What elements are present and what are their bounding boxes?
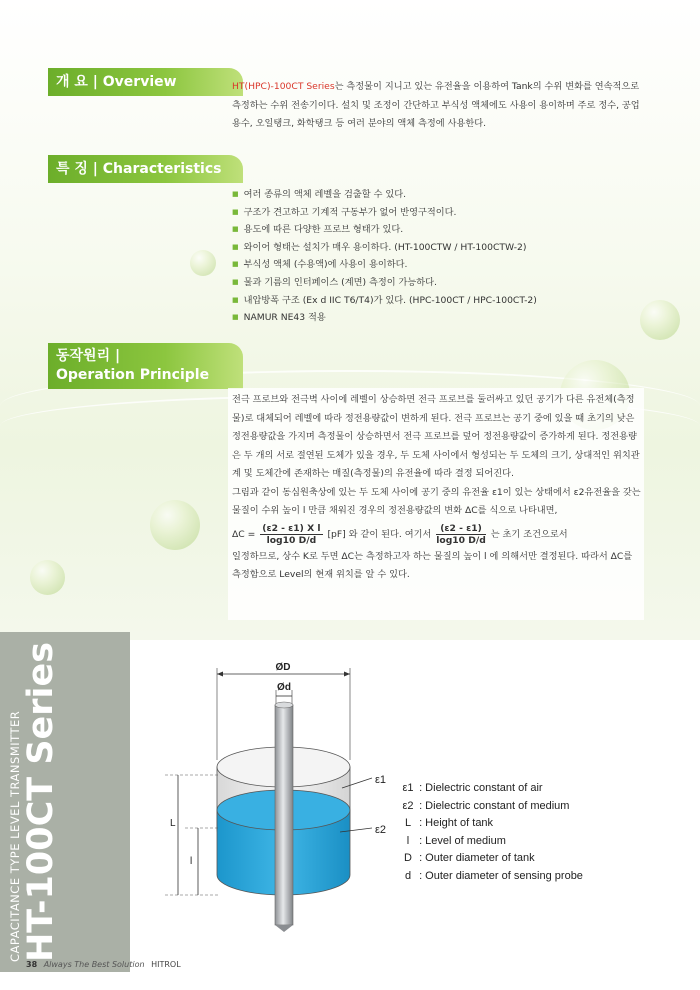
legend-desc: : Outer diameter of sensing probe: [419, 869, 583, 882]
list-item: ■ 구조가 견고하고 기계적 구동부가 없어 반영구적이다.: [232, 204, 537, 222]
legend-symbol: ε2: [402, 799, 414, 812]
label-D: ØD: [275, 662, 291, 673]
arrowhead: [344, 672, 350, 677]
overview-text: [232, 78, 642, 134]
legend-symbol: d: [404, 869, 412, 882]
label-d: Ød: [277, 682, 291, 693]
formula-line: [232, 523, 642, 546]
page-footer: [26, 960, 181, 969]
list-item: ■ 내압방폭 구조 (Ex d IIC T6/T4)가 있다. (HPC-100CT / HPC-100CT-2): [232, 292, 537, 310]
operation-tab-line1: 동작원리 |: [56, 348, 121, 364]
label-l: l: [190, 856, 193, 867]
list-item: ■ 와이어 형태는 설치가 매우 용이하다. (HT-100CTW / HT-100CTW-2): [232, 239, 537, 257]
formula-denominator-2: log10 D/d: [436, 534, 486, 546]
formula-end: 는 초기 조건으로서: [490, 528, 568, 540]
label-epsilon1: ε1: [375, 774, 387, 786]
series-sidebar: [0, 632, 130, 972]
footer-brand: HITROL: [151, 960, 181, 969]
probe-tip: [275, 925, 293, 932]
bubble-decoration: [190, 250, 216, 276]
arrowhead: [217, 672, 223, 677]
formula-lhs: ΔC =: [232, 528, 256, 540]
label-L: L: [170, 818, 176, 829]
probe-top: [275, 702, 293, 708]
bubble-decoration: [30, 560, 65, 595]
legend-symbol: L: [404, 817, 412, 829]
tank-diagram: [150, 650, 400, 950]
overview-body: 는 측정물이 지니고 있는 유전율을 이용하여 Tank의 수위 변화를 연속적으로 측정하는 수위 전송기이다. 설치 및 조정이 간단하고 부식성 액체에도 사용이 용이하며 주로 정수, 공업용수, 오일탱크, 화학탱크 등 여러 분야의 액체 측정에 사용한다.: [232, 81, 640, 129]
symbol-legend: [400, 780, 583, 885]
product-name-highlight: HT(HPC)-100CT Series: [232, 81, 335, 92]
formula-mid: [pF] 와 같이 된다. 여기서: [327, 528, 432, 540]
list-item: ■ 용도에 따른 다양한 프로브 형태가 있다.: [232, 221, 537, 239]
formula-fraction-1: [260, 523, 322, 546]
formula-numerator-2: (ε2 - ε1): [436, 523, 486, 535]
legend-desc: : Level of medium: [419, 834, 506, 847]
sensing-probe: [275, 705, 293, 925]
operation-tab-line2: Operation Principle: [56, 367, 210, 383]
overview-tab: 개 요 | Overview: [48, 68, 243, 96]
bubble-decoration: [150, 500, 200, 550]
list-item: ■ 여러 종류의 액체 레벨을 검출할 수 있다.: [232, 186, 537, 204]
legend-desc: : Height of tank: [419, 817, 494, 829]
legend-desc: : Dielectric constant of air: [419, 782, 543, 794]
legend-item: [400, 798, 583, 816]
legend-symbol: D: [404, 852, 412, 864]
legend-item: [400, 833, 583, 851]
list-item: ■ 물과 기름의 인터페이스 (계면) 측정이 가능하다.: [232, 274, 537, 292]
legend-item: [400, 868, 583, 886]
list-item: ■ NAMUR NE43 적용: [232, 309, 537, 327]
page-number: 38: [26, 960, 38, 969]
legend-symbol: ε1: [402, 782, 414, 794]
sidebar-vertical-title: [8, 642, 60, 962]
characteristics-tab: 특 징 | Characteristics: [48, 155, 243, 183]
footer-tagline: Always The Best Solution: [43, 960, 145, 969]
legend-item: [400, 815, 583, 833]
legend-symbol: l: [406, 834, 410, 847]
operation-text: [232, 391, 642, 585]
legend-item: [400, 780, 583, 798]
operation-para3: 일정하므로, 상수 K로 두면 ΔC는 측정하고자 하는 물질의 높이 l 에 의해서만 결정된다. 따라서 ΔC를 측정함으로 Level의 현재 위치를 알 수 있다.: [232, 550, 633, 580]
formula-fraction-2: [436, 523, 486, 546]
operation-para2: 그림과 같이 동심원축상에 있는 두 도체 사이에 공기 중의 유전율 ε1이 있는 상태에서 ε2유전율을 갖는 물질이 수위 높이 l 만큼 채워진 경우의 정전용량값의 변화 ΔC를 식으로 나타내면,: [232, 486, 641, 516]
formula-numerator-1: (ε2 - ε1) X l: [262, 522, 321, 534]
operation-tab: [48, 343, 243, 389]
label-epsilon2: ε2: [375, 824, 387, 836]
operation-para1: 전극 프로브와 전극벽 사이에 레벨이 상승하면 전극 프로브를 둘러싸고 있던 공기가 다른 유전체(측정물)로 대체되어 레벨에 따라 정전용량값이 변하게 된다. 전극 프로브는 공기 중에 있을 때 초기의 낮은 정전용량값을 가지며 측정물이 상승하면서 전극 프로브를 덮어 정전용량값이 증가하게 된다. 정전용량은 두 개의 서로 절연된 도체가 있을 경우, 두 도체 사이에서 형성되는 두 도체의 크기, 상대적인 위치관계 및 도체간에 존재하는 매질(측정물)의 유전율에 따라 결정 되어진다.: [232, 394, 640, 479]
bubble-decoration: [640, 300, 680, 340]
legend-item: [400, 850, 583, 868]
sidebar-series-title: HT-100CT Series: [21, 641, 61, 962]
legend-desc: : Dielectric constant of medium: [419, 799, 570, 812]
formula-denominator-1: log10 D/d: [266, 534, 317, 546]
characteristics-list: [232, 186, 537, 327]
sidebar-subtitle: CAPACITANCE TYPE LEVEL TRANSMITTER: [8, 710, 22, 962]
list-item: ■ 부식성 액체 (수용액)에 사용이 용이하다.: [232, 256, 537, 274]
legend-desc: : Outer diameter of tank: [419, 852, 535, 864]
